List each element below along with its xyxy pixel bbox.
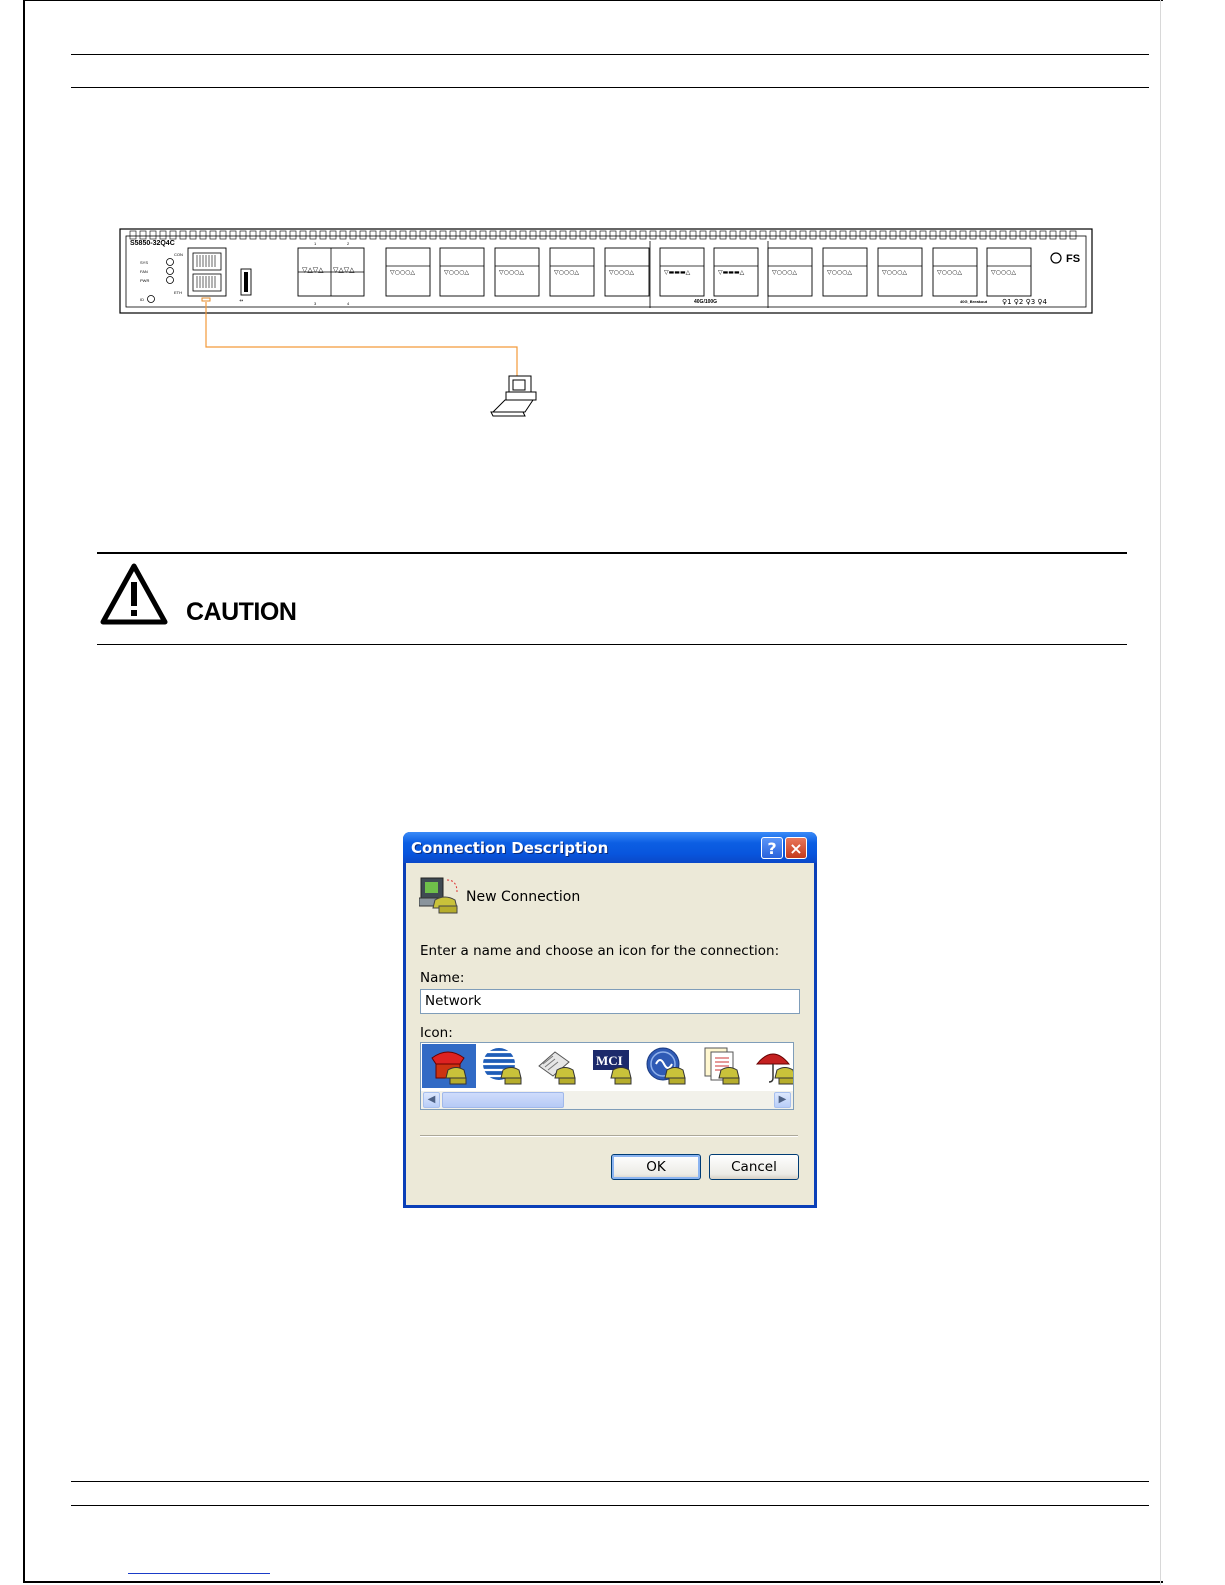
documents-phone-icon[interactable] [695,1044,749,1088]
svg-text:▽○○○△: ▽○○○△ [444,269,469,276]
header-rule-bottom [71,87,1149,88]
svg-text:▽○○○△: ▽○○○△ [390,269,415,276]
svg-text:▽○○○△: ▽○○○△ [554,269,579,276]
svg-text:▽○○○△: ▽○○○△ [882,269,907,276]
ok-button[interactable]: OK [611,1154,701,1180]
caution-rule-bottom [97,644,1127,645]
svg-text:▽△▽△: ▽△▽△ [333,266,355,274]
icon-label: Icon: [420,1025,453,1041]
page-right-edge [1160,0,1161,1585]
svg-text:▽▬▬▬△: ▽▬▬▬△ [664,269,691,276]
svg-text:4: 4 [347,301,350,306]
svg-text:3: 3 [314,301,317,306]
svg-text:▽○○○△: ▽○○○△ [827,269,852,276]
dialog-titlebar[interactable] [403,832,817,863]
icon-list[interactable] [420,1042,794,1110]
connection-name-label: New Connection [466,889,581,905]
close-button[interactable]: × [785,837,807,859]
switch-model-label: S5850-32Q4C [130,240,175,247]
cancel-button[interactable]: Cancel [709,1154,799,1180]
svg-text:▽○○○△: ▽○○○△ [772,269,797,276]
svg-text:⇸: ⇸ [239,298,244,304]
stack-label: 40G_Breakout [960,299,988,304]
footer-rule-bottom [71,1505,1149,1506]
fax-phone-icon[interactable] [531,1044,585,1088]
help-button[interactable]: ? [761,837,783,859]
svg-text:1: 1 [314,241,317,246]
header-rule-top [71,54,1149,55]
dialog-title: Connection Description [411,839,609,857]
new-connection-icon [419,874,461,916]
switch-diagram [118,228,1098,428]
scroll-left-icon[interactable]: ◀ [423,1092,440,1108]
globe-phone-icon[interactable] [477,1044,531,1088]
svg-text:2: 2 [347,241,350,246]
footer-rule-top [71,1481,1149,1482]
dialog-separator [420,1135,798,1137]
umbrella-phone-icon[interactable] [751,1044,794,1088]
mci-phone-icon[interactable] [587,1044,641,1088]
icon-list-scrollbar[interactable] [421,1091,793,1109]
svg-text:▽○○○△: ▽○○○△ [609,269,634,276]
footer-link-underline[interactable] [128,1573,270,1574]
scroll-thumb[interactable] [442,1092,564,1108]
caution-rule-top [97,552,1127,554]
name-input[interactable]: Network [420,989,800,1014]
svg-text:▽▬▬▬△: ▽▬▬▬△ [718,269,745,276]
svg-text:▽○○○△: ▽○○○△ [991,269,1016,276]
svg-text:▽○○○△: ▽○○○△ [499,269,524,276]
led-sys-label: SYS [140,260,149,265]
mci-logo-text: MCI [596,1053,623,1068]
console-label: CON [174,252,183,257]
id-label: ID [140,297,144,302]
caution-label: CAUTION [186,598,297,626]
instruction-text: Enter a name and choose an icon for the connection: [420,943,780,959]
port-group-label: 40G/100G [694,299,718,305]
pc-icon [491,376,536,416]
name-label: Name: [420,970,465,986]
mgmt-label: ETH [174,290,182,295]
ge-phone-icon[interactable] [641,1044,695,1088]
warning-triangle-icon [99,562,169,628]
svg-text:▽○○○△: ▽○○○△ [937,269,962,276]
led-fan-label: FAN [140,269,148,274]
red-phone-icon[interactable] [422,1044,476,1088]
svg-text:▽△▽△: ▽△▽△ [302,266,324,274]
scroll-right-icon[interactable]: ▶ [774,1092,791,1108]
connection-description-dialog [403,832,817,1208]
brand-logo: FS [1066,253,1081,265]
led-pwr-label: PWR [140,278,150,283]
svg-text:♀1 ♀2 ♀3 ♀4: ♀1 ♀2 ♀3 ♀4 [1002,298,1047,306]
